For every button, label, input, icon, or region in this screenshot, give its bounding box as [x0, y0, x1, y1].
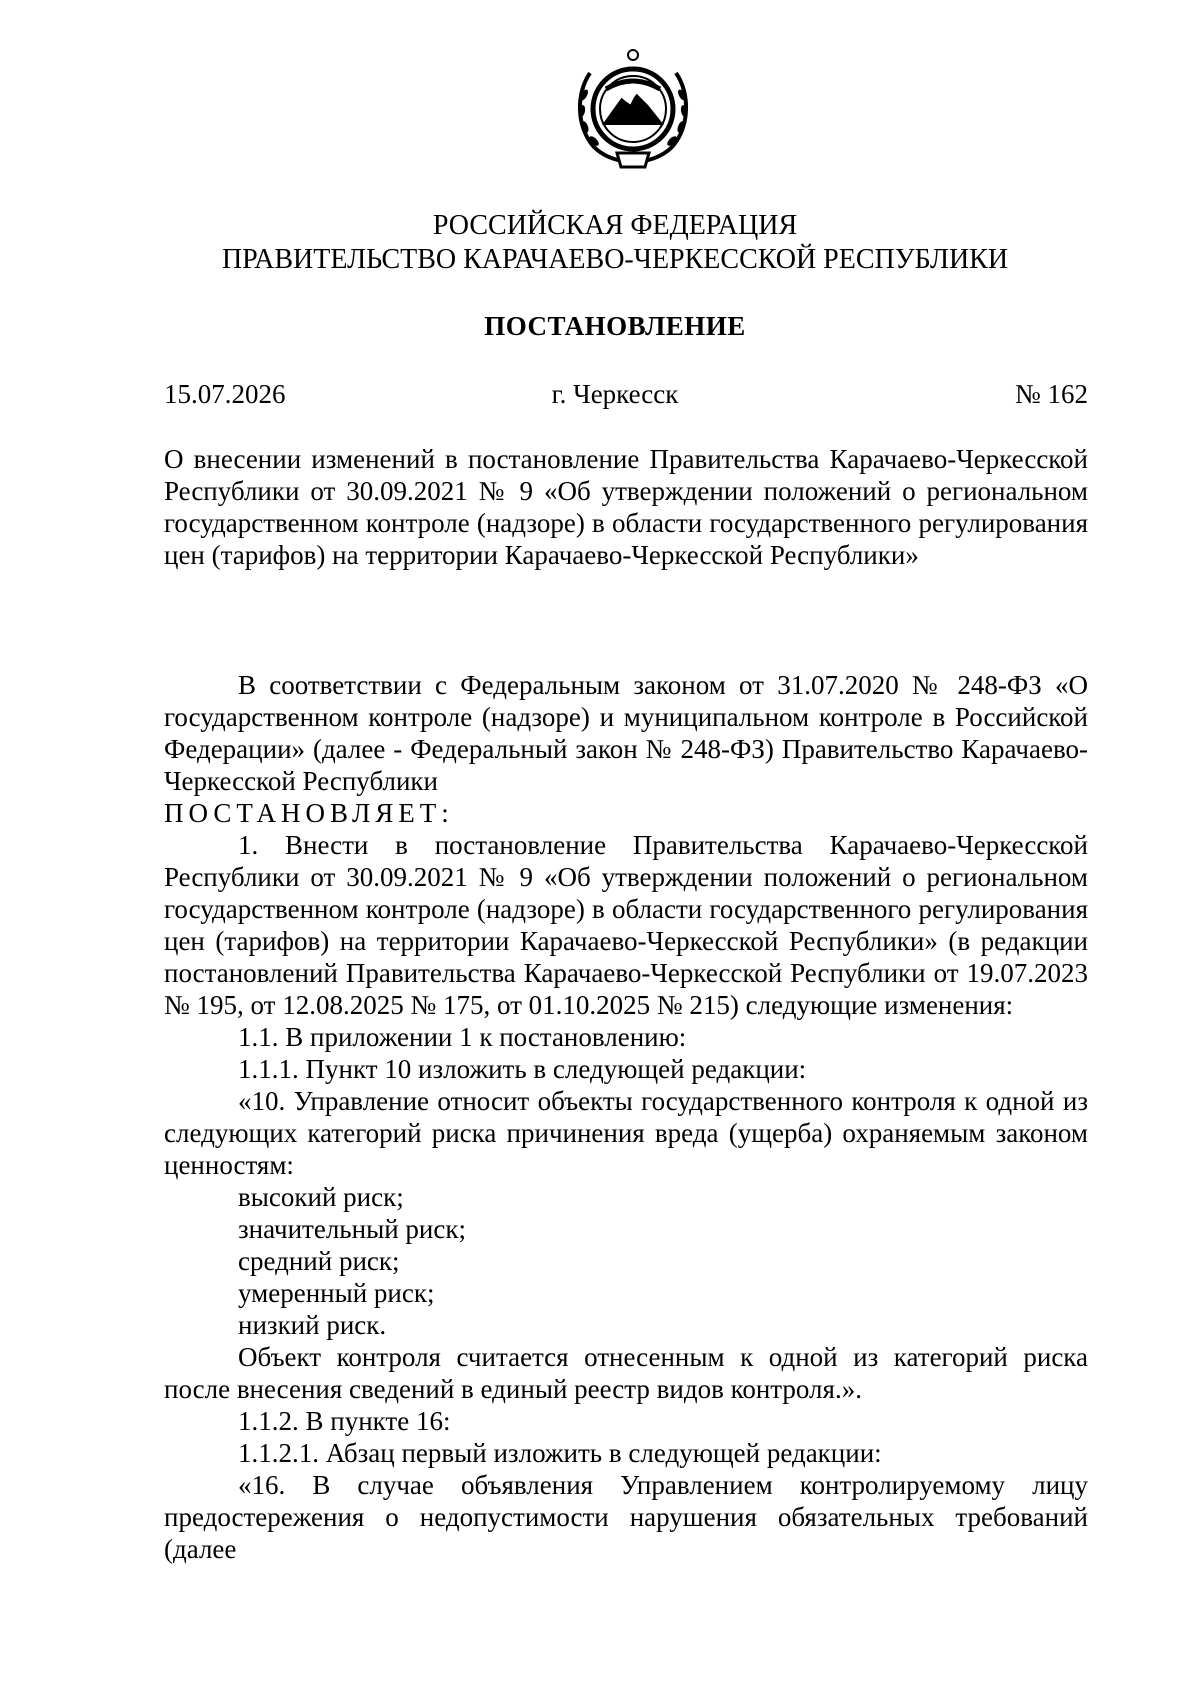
- document-type-title: ПОСТАНОВЛЕНИЕ: [484, 311, 746, 341]
- document-date: 15.07.2026: [164, 379, 286, 409]
- paragraph-10-end: Объект контроля считается отнесенным к одной из категорий риска после внесения сведений в единый реестр видов контроля.».: [164, 1342, 1088, 1404]
- paragraph-1-1: 1.1. В приложении 1 к постановлению:: [238, 1022, 687, 1052]
- risk-item-medium: средний риск;: [238, 1246, 400, 1276]
- risk-item-high: высокий риск;: [238, 1182, 404, 1212]
- paragraph-10: «10. Управление относит объекты государственного контроля к одной из следующих категорий риска причинения вреда (ущерба) охраняемым законом ценностям:: [164, 1086, 1088, 1180]
- risk-item-significant: значительный риск;: [238, 1214, 466, 1244]
- paragraph-1: 1. Внести в постановление Правительства Карачаево-Черкесской Республики от 30.09.2021 № 9 «Об утверждении положений о региональном государственном контроле (надзоре) в области государственного регулирования цен (тарифов) на территории Карачаево-Черкесской Республики» (в редакции постановлений Правительства Карачаево-Черкесской Республики от 19.07.2023 № 195, от 12.08.2025 № 175, от 01.10.2025 № 215) следующие изменения:: [164, 830, 1088, 1020]
- paragraph-1-1-2: 1.1.2. В пункте 16:: [238, 1406, 451, 1436]
- document-city: г. Черкесск: [551, 379, 679, 409]
- document-number: № 162: [1014, 379, 1088, 409]
- document-body: [164, 669, 1088, 1565]
- preamble-paragraph: В соответствии с Федеральным законом от 31.07.2020 № 248-ФЗ «О государственном контроле (надзоре) и муниципальном контроле в Российской Федерации» (далее - Федеральный закон № 248-ФЗ) Правительство Карачаево-Черкесской Республики: [164, 670, 1088, 796]
- org-line-country: РОССИЙСКАЯ ФЕДЕРАЦИЯ: [432, 210, 798, 241]
- document-subject: [164, 443, 1088, 571]
- risk-item-moderate: умеренный риск;: [238, 1278, 435, 1308]
- paragraph-1-1-2-1: 1.1.2.1. Абзац первый изложить в следующей редакции:: [238, 1438, 882, 1468]
- org-line-government: ПРАВИТЕЛЬСТВО КАРАЧАЕВО-ЧЕРКЕССКОЙ РЕСПУБЛИКИ: [221, 244, 1009, 275]
- resolves-heading: ПОСТАНОВЛЯЕТ:: [164, 798, 454, 828]
- risk-item-low: низкий риск.: [238, 1310, 387, 1340]
- coat-of-arms-icon: [572, 45, 694, 177]
- paragraph-1-1-1: 1.1.1. Пункт 10 изложить в следующей редакции:: [238, 1054, 807, 1084]
- subject-text: О внесении изменений в постановление Правительства Карачаево-Черкесской Республики от 30.09.2021 № 9 «Об утверждении положений о региональном государственном контроле (надзоре) в области государственного регулирования цен (тарифов) на территории Карачаево-Черкесской Республики»: [164, 444, 1088, 570]
- paragraph-16: «16. В случае объявления Управлением контролируемому лицу предостережения о недопустимости нарушения обязательных требований (далее: [164, 1470, 1088, 1564]
